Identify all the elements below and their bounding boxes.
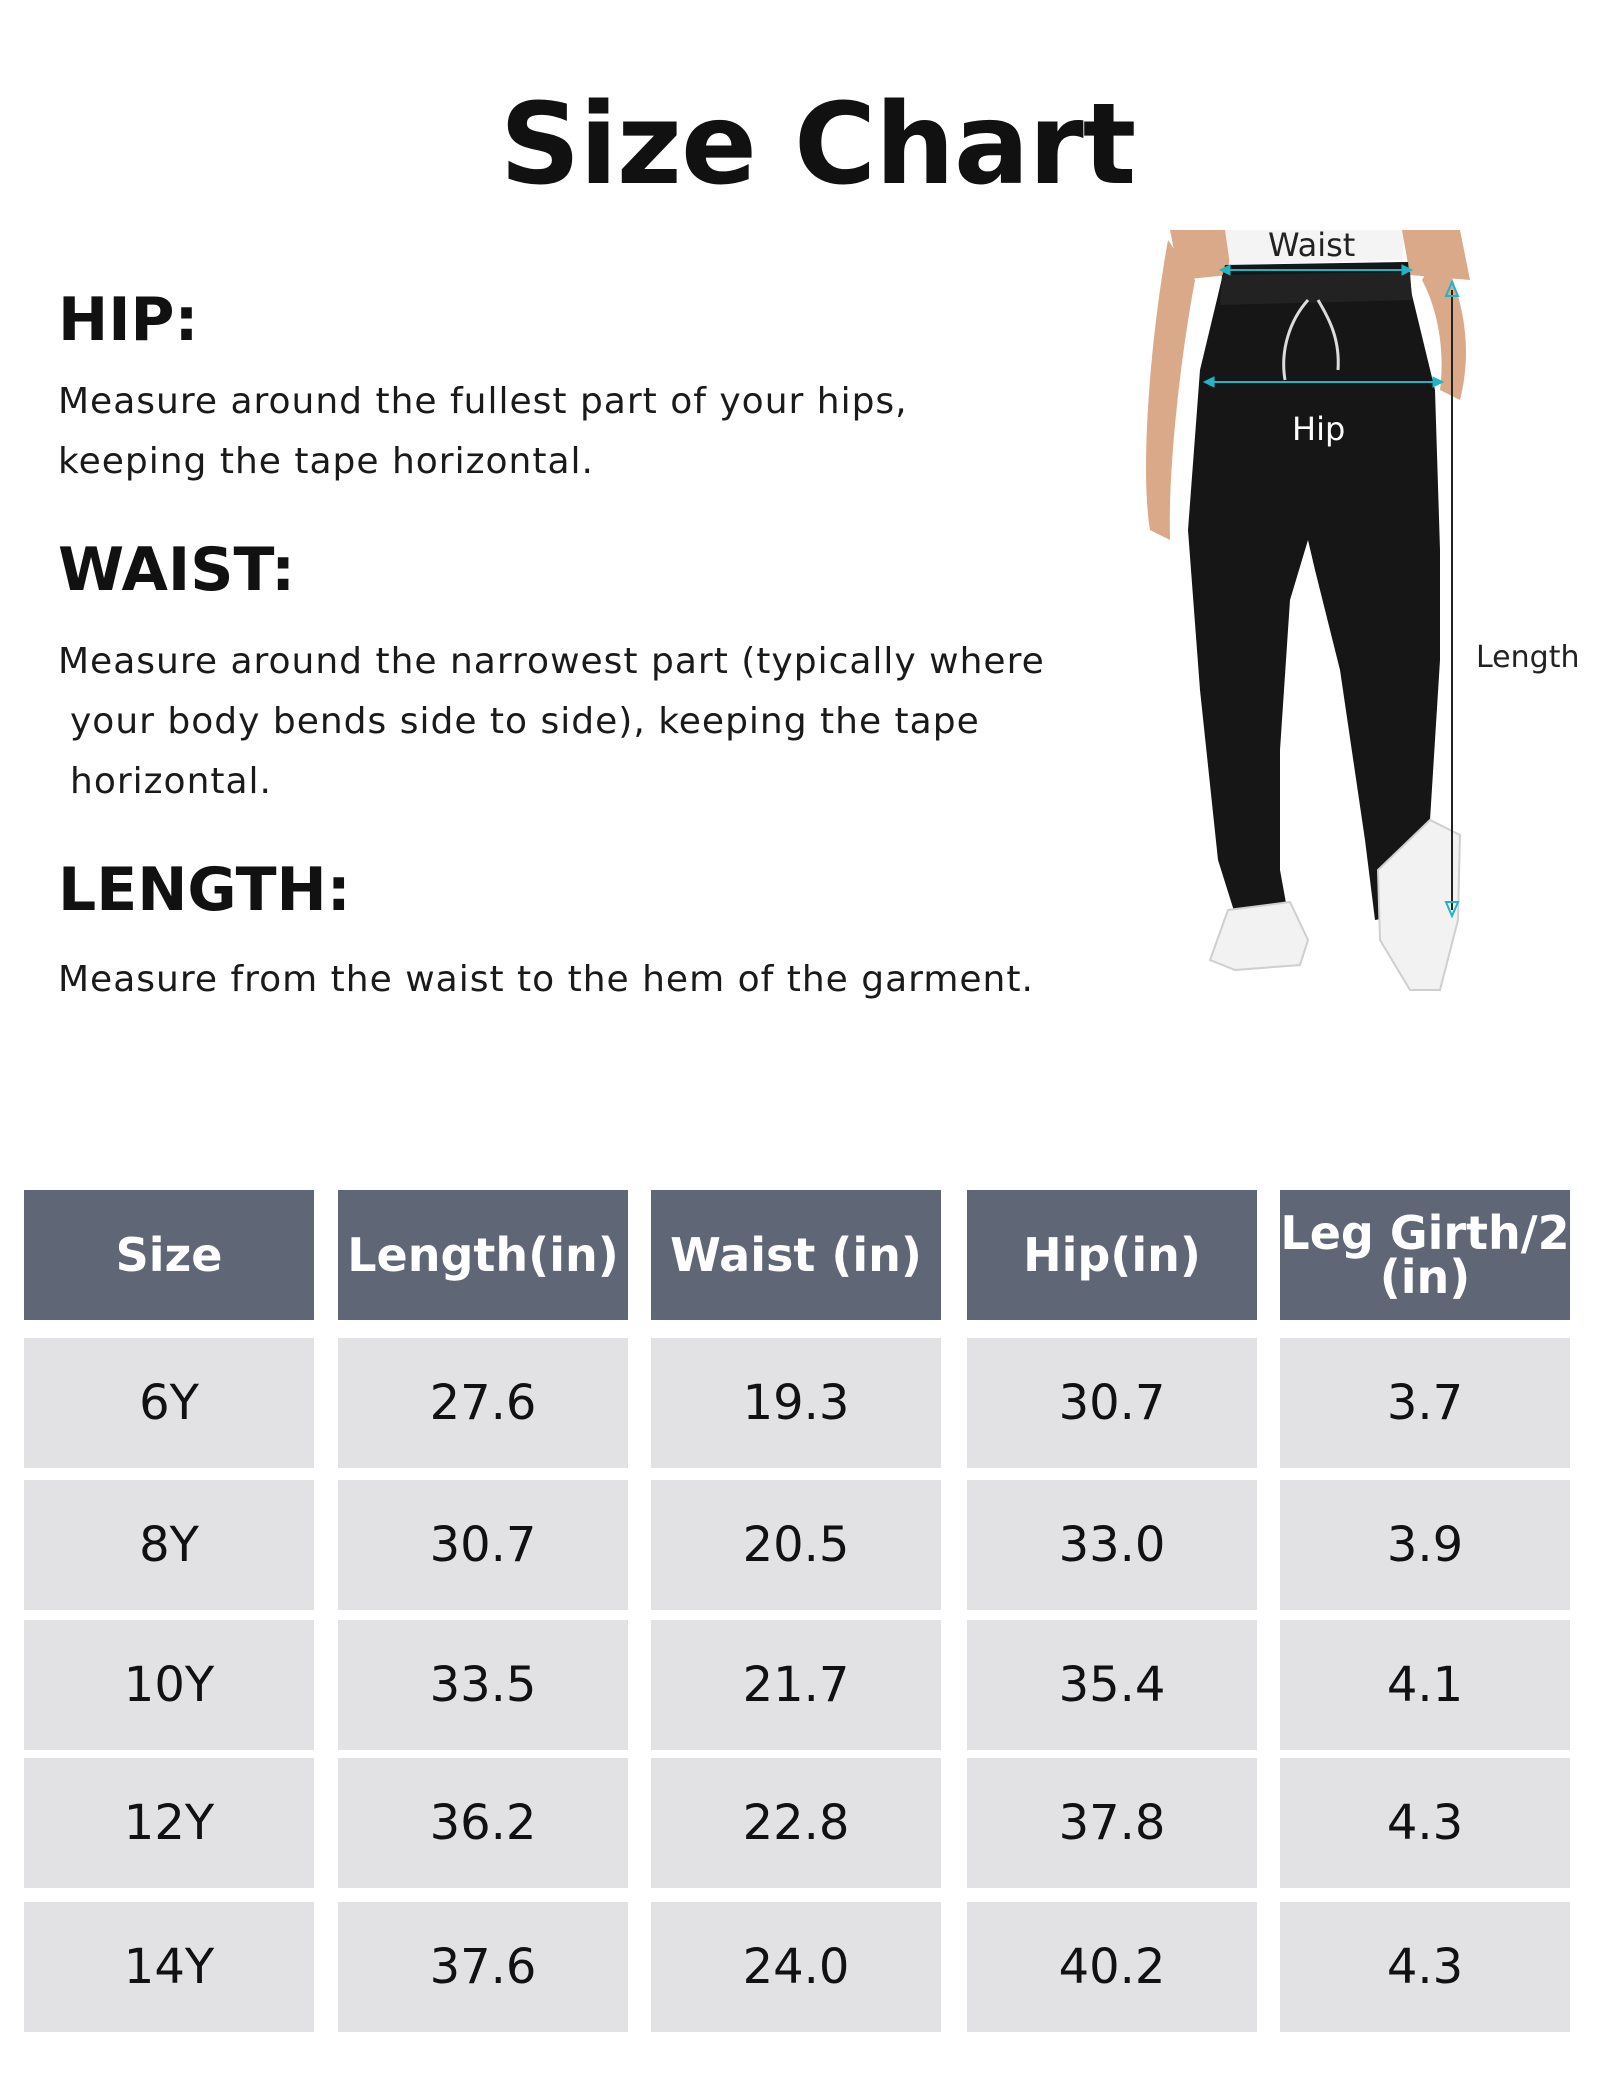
waistband: [1220, 272, 1412, 305]
hip-description-line: Measure around the fullest part of your hips,: [58, 381, 908, 422]
table-cell-size: 12Y: [24, 1758, 314, 1888]
table-row: [20, 1620, 1580, 1750]
hip-label: Hip: [1292, 410, 1346, 448]
table-cell-hip: 33.0: [967, 1480, 1257, 1610]
table-cell-leg-girth: 4.1: [1280, 1620, 1570, 1750]
table-cell-waist: 20.5: [651, 1480, 941, 1610]
hip-description-line: keeping the tape horizontal.: [58, 441, 594, 482]
waist-description-line: your body bends side to side), keeping the tape: [70, 701, 980, 742]
pants-measurement-figure: [1140, 220, 1600, 1100]
left-shoe: [1210, 902, 1308, 970]
table-cell-leg-girth: 3.9: [1280, 1480, 1570, 1610]
table-cell-length: 33.5: [338, 1620, 628, 1750]
table-cell-waist: 22.8: [651, 1758, 941, 1888]
table-cell-size: 6Y: [24, 1338, 314, 1468]
waist-description-line: Measure around the narrowest part (typically where: [58, 641, 1045, 682]
hip-description: [58, 372, 1118, 492]
table-cell-leg-girth: 3.7: [1280, 1338, 1570, 1468]
table-cell-size: 14Y: [24, 1902, 314, 2032]
column-header-waist: Waist (in): [651, 1190, 941, 1320]
table-cell-length: 37.6: [338, 1902, 628, 2032]
length-heading: LENGTH:: [58, 855, 351, 925]
table-cell-waist: 21.7: [651, 1620, 941, 1750]
pants-body: [1188, 262, 1440, 930]
table-cell-length: 36.2: [338, 1758, 628, 1888]
table-cell-length: 30.7: [338, 1480, 628, 1610]
page-title: Size Chart: [499, 80, 1136, 210]
column-header-leg-girth: Leg Girth/2 (in): [1280, 1190, 1570, 1320]
table-cell-leg-girth: 4.3: [1280, 1902, 1570, 2032]
table-row: [20, 1758, 1580, 1888]
table-cell-hip: 37.8: [967, 1758, 1257, 1888]
column-header-length: Length(in): [338, 1190, 628, 1320]
waist-label: Waist: [1268, 226, 1356, 264]
length-description: [58, 950, 1118, 1010]
table-cell-hip: 40.2: [967, 1902, 1257, 2032]
waist-description: [58, 632, 1118, 812]
table-cell-hip: 30.7: [967, 1338, 1257, 1468]
waist-heading: WAIST:: [58, 535, 296, 605]
table-cell-waist: 19.3: [651, 1338, 941, 1468]
table-cell-length: 27.6: [338, 1338, 628, 1468]
table-cell-size: 8Y: [24, 1480, 314, 1610]
table-cell-size: 10Y: [24, 1620, 314, 1750]
table-cell-hip: 35.4: [967, 1620, 1257, 1750]
table-header-row: [20, 1190, 1580, 1320]
table-cell-waist: 24.0: [651, 1902, 941, 2032]
table-row: [20, 1902, 1580, 2032]
table-cell-leg-girth: 4.3: [1280, 1758, 1570, 1888]
length-label: Length: [1476, 640, 1580, 675]
length-description-line: Measure from the waist to the hem of the garment.: [58, 959, 1034, 1000]
hip-heading: HIP:: [58, 285, 199, 355]
table-row: [20, 1338, 1580, 1468]
table-row: [20, 1480, 1580, 1610]
waist-description-line: horizontal.: [70, 761, 273, 802]
column-header-size: Size: [24, 1190, 314, 1320]
left-arm: [1146, 240, 1195, 540]
column-header-hip: Hip(in): [967, 1190, 1257, 1320]
